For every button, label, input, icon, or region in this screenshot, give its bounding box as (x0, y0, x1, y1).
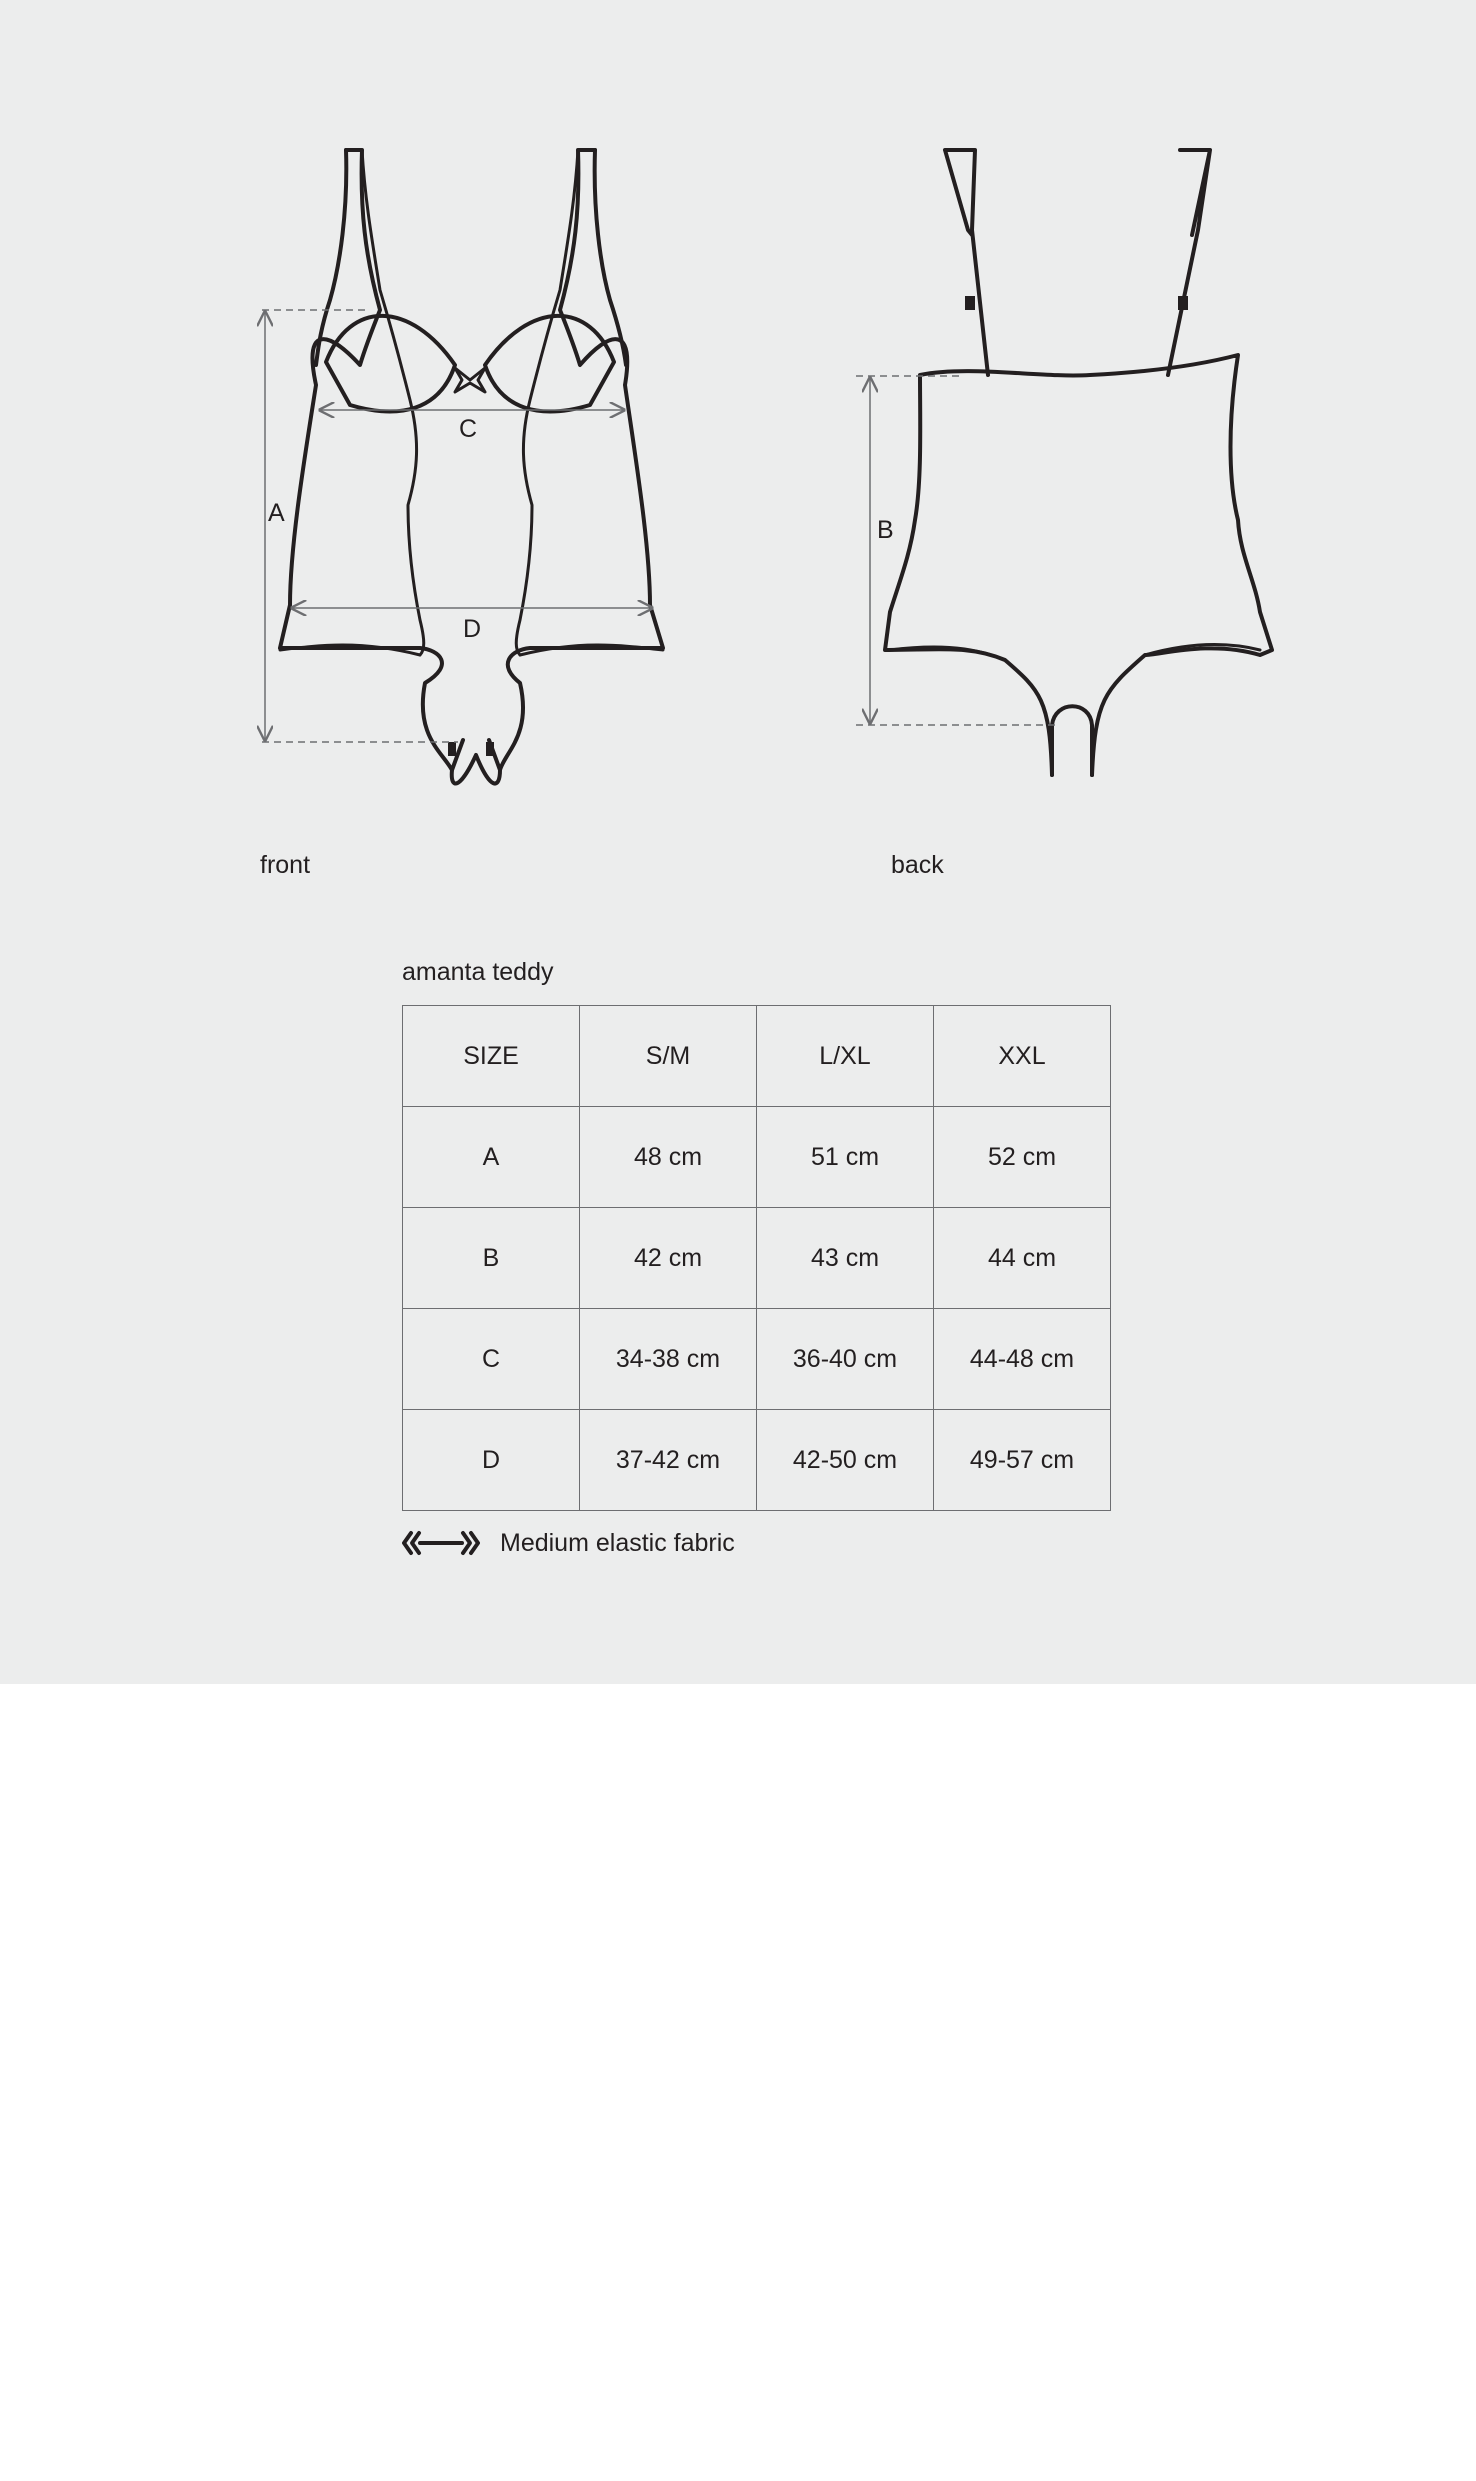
table-title: amanta teddy (402, 958, 554, 986)
table-cell: B (403, 1208, 580, 1309)
front-clasp-right (486, 742, 494, 756)
back-left-strap (945, 150, 988, 375)
table-cell: 37-42 cm (580, 1410, 757, 1511)
table-cell: A (403, 1107, 580, 1208)
elastic-arrows-icon (402, 1530, 480, 1556)
back-right-strap (1168, 150, 1210, 375)
table-cell: 51 cm (757, 1107, 934, 1208)
dimension-label-a: A (268, 499, 285, 527)
front-caption: front (260, 851, 311, 879)
table-cell: 42-50 cm (757, 1410, 934, 1511)
table-cell: 36-40 cm (757, 1309, 934, 1410)
front-clasp-left (448, 742, 456, 756)
dimension-label-c: C (459, 415, 478, 443)
table-cell: 44 cm (934, 1208, 1111, 1309)
header-cell: S/M (580, 1006, 757, 1107)
table-cell: D (403, 1410, 580, 1511)
dimension-label-d: D (463, 615, 482, 643)
back-strap-clasp-right (1178, 296, 1188, 310)
table-row (403, 1107, 1111, 1208)
table-cell: C (403, 1309, 580, 1410)
front-view (280, 150, 663, 784)
front-lace-right (516, 150, 578, 655)
back-crotch-loop (1052, 706, 1092, 775)
back-view (885, 150, 1272, 775)
back-body-outline (885, 355, 1272, 775)
back-measurements (856, 376, 1055, 725)
table-cell: 34-38 cm (580, 1309, 757, 1410)
header-cell: SIZE (403, 1006, 580, 1107)
header-cell: XXL (934, 1006, 1111, 1107)
back-caption: back (891, 851, 944, 879)
front-bow (455, 368, 485, 392)
table-cell: 44-48 cm (934, 1309, 1111, 1410)
front-measurements (262, 310, 652, 742)
back-strap-clasp-left (965, 296, 975, 310)
front-right-strap (595, 150, 626, 365)
table-cell: 52 cm (934, 1107, 1111, 1208)
table-cell: 43 cm (757, 1208, 934, 1309)
size-table (402, 1005, 1111, 1511)
table-cell: 42 cm (580, 1208, 757, 1309)
dimension-label-b: B (877, 516, 894, 544)
table-cell: 49-57 cm (934, 1410, 1111, 1511)
back-hem-left (890, 647, 1005, 660)
legend-text: Medium elastic fabric (500, 1528, 735, 1557)
front-lace-left (362, 150, 424, 655)
table-row (403, 1410, 1111, 1511)
fabric-legend (402, 1526, 735, 1560)
table-header-row (403, 1006, 1111, 1107)
header-cell: L/XL (757, 1006, 934, 1107)
table-row (403, 1309, 1111, 1410)
table-cell: 48 cm (580, 1107, 757, 1208)
front-crotch-loop (452, 755, 500, 784)
table-row (403, 1208, 1111, 1309)
front-body-outline (280, 150, 663, 770)
